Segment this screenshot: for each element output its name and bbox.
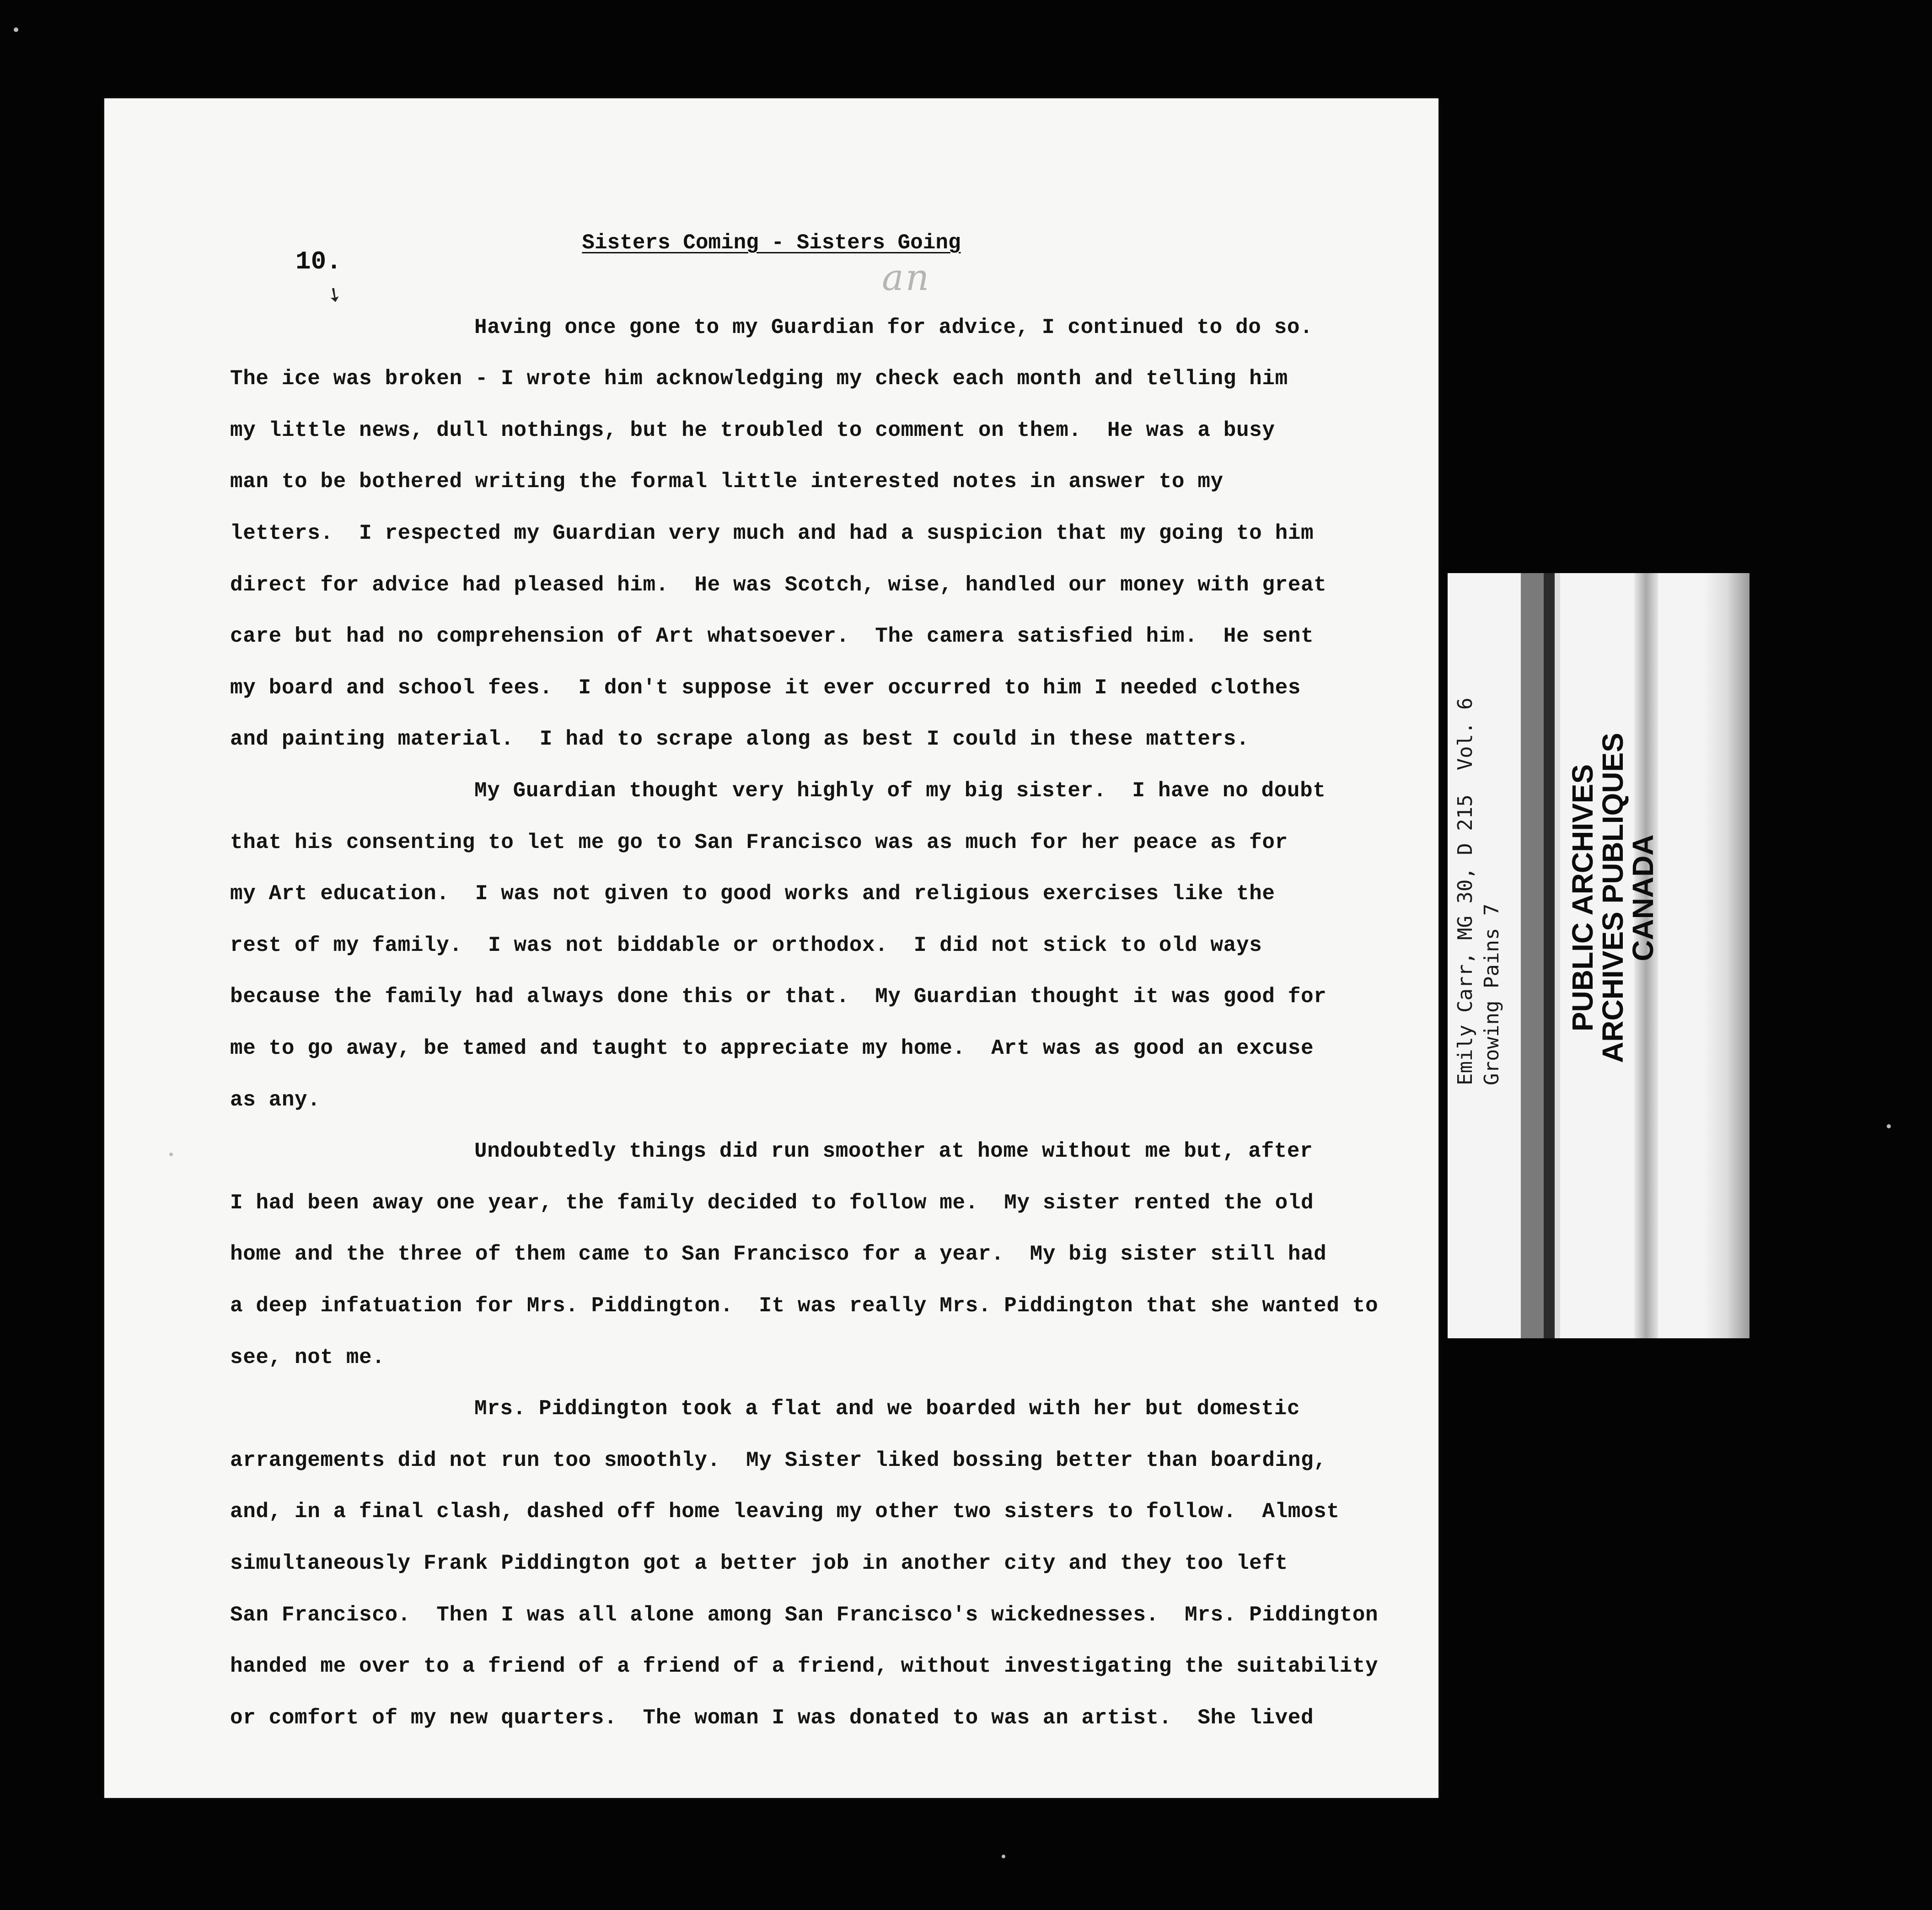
pencil-annotation: an [882, 256, 931, 299]
page-number: 10. [295, 247, 342, 276]
text-line: my Art education. I was not given to good works and religious exercises like the [230, 882, 1275, 906]
text-line: that his consenting to let me go to San Francisco was as much for her peace as for [230, 831, 1288, 854]
text-line: a deep infatuation for Mrs. Piddington. It was really Mrs. Piddington that she wanted to [230, 1294, 1379, 1318]
text-line: and painting material. I had to scrape along as best I could in these matters. [230, 727, 1250, 751]
text-line: rest of my family. I was not biddable or orthodox. I did not stick to old ways [230, 934, 1262, 957]
dust-speck [1887, 1124, 1891, 1128]
text-line: my little news, dull nothings, but he troubled to comment on them. He was a busy [230, 418, 1275, 442]
text-line: My Guardian thought very highly of my big sister. I have no doubt [474, 779, 1326, 803]
text-line: man to be bothered writing the formal little interested notes in answer to my [230, 470, 1224, 494]
dust-speck [14, 27, 18, 32]
text-line: Undoubtedly things did run smoother at home without me but, after [474, 1139, 1313, 1163]
text-line: and, in a final clash, dashed off home leaving my other two sisters to follow. Almost [230, 1500, 1340, 1524]
text-line: because the family had always done this or that. My Guardian thought it was good for [230, 985, 1327, 1009]
dust-speck [1002, 1855, 1005, 1858]
archive-stamp-line: PUBLIC ARCHIVES [1566, 764, 1599, 1032]
text-line: letters. I respected my Guardian very much and had a suspicion that my going to him [230, 521, 1314, 545]
text-line: home and the three of them came to San Francisco for a year. My big sister still had [230, 1242, 1327, 1266]
text-line: care but had no comprehension of Art whatsoever. The camera satisfied him. He sent [230, 624, 1314, 648]
text-line: as any. [230, 1088, 321, 1112]
text-line: direct for advice had pleased him. He was Scotch, wise, handled our money with great [230, 573, 1327, 597]
archive-stamp-line: CANADA [1626, 834, 1659, 961]
text-line: Mrs. Piddington took a flat and we boarded with her but domestic [474, 1397, 1300, 1421]
archive-reference-line: Emily Carr, MG 30, D 215 Vol. 6 [1454, 697, 1477, 1085]
archive-stamp [1567, 651, 1658, 1145]
text-line: see, not me. [230, 1346, 385, 1369]
archive-label [1448, 573, 1750, 1338]
archive-reference [1452, 697, 1505, 1085]
archive-reference-line: Growing Pains 7 [1480, 903, 1503, 1085]
text-line: handed me over to a friend of a friend of a friend, without investigating the suitability [230, 1654, 1379, 1678]
archive-stamp-line: ARCHIVES PUBLIQUES [1596, 733, 1629, 1063]
text-line: San Francisco. Then I was all alone among San Francisco's wickednesses. Mrs. Piddington [230, 1603, 1379, 1627]
arrow-mark-icon: ➘ [321, 282, 346, 310]
text-line: simultaneously Frank Piddington got a better job in another city and they too left [230, 1551, 1288, 1575]
text-line: The ice was broken - I wrote him acknowledging my check each month and telling him [230, 367, 1288, 391]
text-line: me to go away, be tamed and taught to appreciate my home. Art was as good an excuse [230, 1036, 1314, 1060]
document-title: Sisters Coming - Sisters Going [582, 231, 961, 255]
text-line: or comfort of my new quarters. The woman I was donated to was an artist. She lived [230, 1706, 1314, 1730]
text-line: I had been away one year, the family decided to follow me. My sister rented the old [230, 1191, 1314, 1215]
text-line: Having once gone to my Guardian for advice, I continued to do so. [474, 316, 1313, 339]
dust-speck [169, 1153, 173, 1156]
text-line: my board and school fees. I don't suppose it ever occurred to him I needed clothes [230, 676, 1301, 700]
text-line: arrangements did not run too smoothly. My Sister liked bossing better than boarding, [230, 1449, 1327, 1472]
